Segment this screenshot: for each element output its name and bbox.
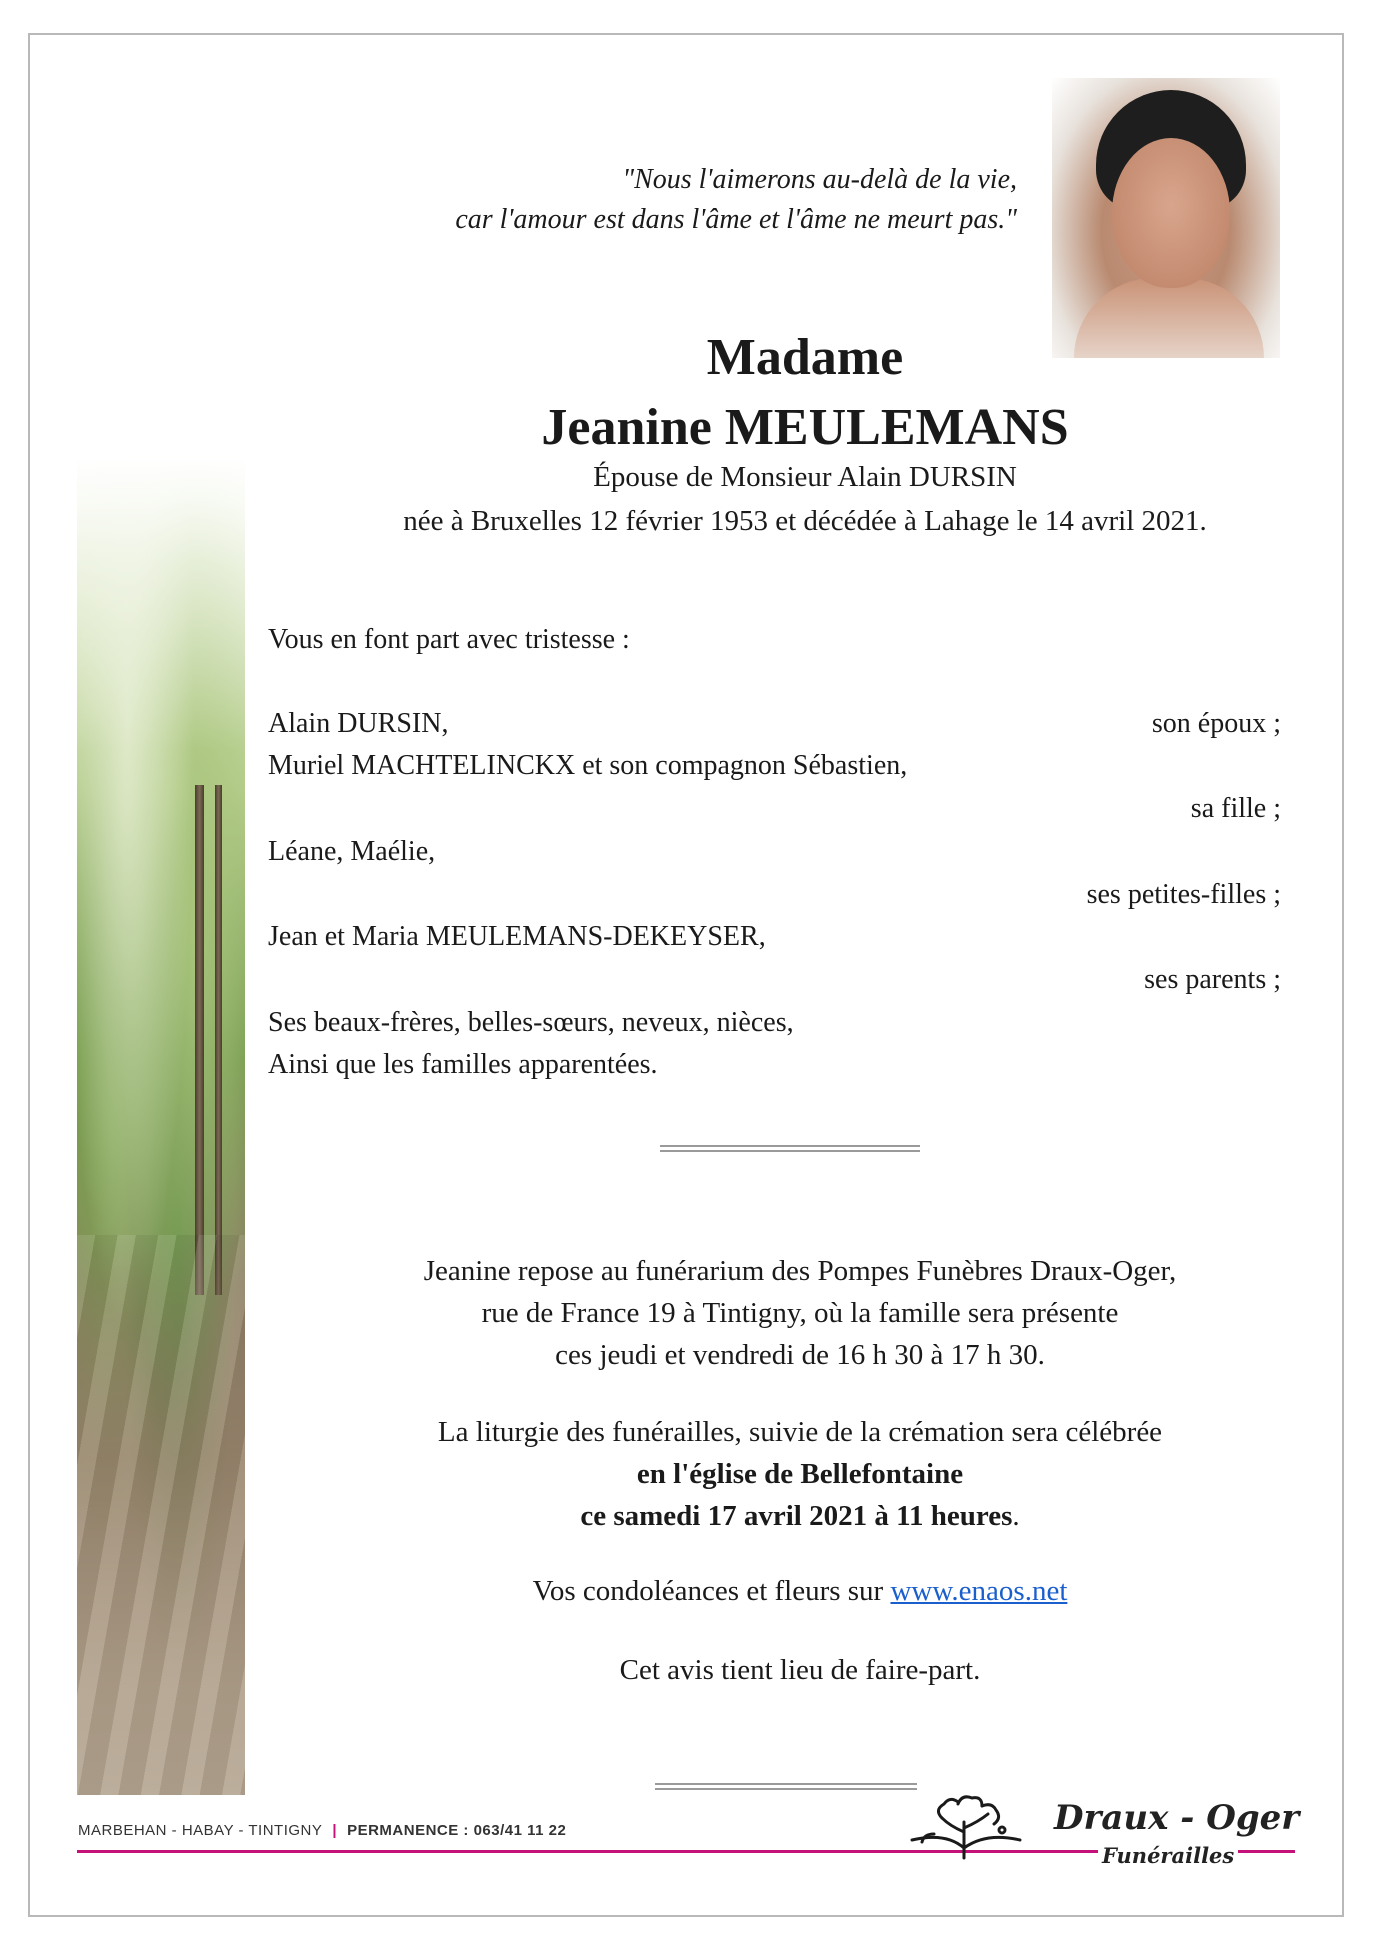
tree-logo-icon [906,1788,1026,1860]
condolences-text: Vos condoléances et fleurs sur [532,1575,891,1607]
forest-path [77,1235,245,1795]
deceased-name: Jeanine MEULEMANS [541,399,1069,456]
tree-trunk [215,785,222,1295]
footer-locations: MARBEHAN - HABAY - TINTIGNY [78,1822,323,1839]
visitation-line: Jeanine repose au funérarium des Pompes Funèbres Draux-Oger, [423,1255,1177,1287]
visitation-line: ces jeudi et vendredi de 16 h 30 à 17 h 30. [555,1339,1045,1371]
closing-note: Cet avis tient lieu de faire-part. [619,1654,981,1686]
quote-line: car l'amour est dans l'âme et l'âme ne meurt pas." [455,204,1017,235]
funeral-time-period: . [1012,1500,1020,1532]
related-families: Ainsi que les familles apparentées. [268,1049,658,1080]
funeral-details [270,1411,1330,1537]
epitaph-quote [455,160,1017,240]
liturgy-line: La liturgie des funérailles, suivie de la crémation sera célébrée [437,1416,1163,1448]
tree-trunk [195,785,204,1295]
family-member-name: Jean et Maria MEULEMANS-DEKEYSER, [268,921,766,952]
deceased-dates: née à Bruxelles 12 février 1953 et décédée à Lahage le 14 avril 2021. [403,505,1207,537]
extended-family: Ses beaux-frères, belles-sœurs, neveux, nièces, [268,1007,794,1038]
family-member-relation: sa fille ; [1190,793,1281,824]
announcement-intro: Vous en font part avec tristesse : [268,624,630,655]
funeral-place: en l'église de Bellefontaine [636,1458,964,1490]
visitation-details [270,1250,1330,1376]
family-member-name: Léane, Maélie, [268,836,436,867]
brand-subtitle: Funérailles [1098,1843,1238,1868]
funeral-time: ce samedi 17 avril 2021 à 11 heures [580,1500,1013,1532]
family-member-relation: ses petites-filles ; [1086,879,1281,910]
footer-separator: | [332,1822,338,1839]
family-member-relation: ses parents ; [1144,964,1281,995]
family-member-name: Muriel MACHTELINCKX et son compagnon Sébastien, [268,750,908,781]
visitation-line: rue de France 19 à Tintigny, où la famille sera présente [481,1297,1119,1329]
divider [655,1783,917,1790]
forest-path-image [77,455,245,1795]
family-member-name: Alain DURSIN, [268,708,449,739]
portrait-face [1112,138,1230,288]
footer-permanence: PERMANENCE : 063/41 11 22 [347,1822,567,1839]
brand-name: Draux - Oger [1054,1798,1300,1838]
divider [660,1145,920,1152]
deceased-spouse: Épouse de Monsieur Alain DURSIN [593,461,1017,493]
condolences-link[interactable]: www.enaos.net [890,1575,1068,1607]
portrait-photo [1052,78,1280,358]
quote-line: "Nous l'aimerons au-delà de la vie, [622,164,1017,195]
condolences-line [270,1570,1330,1612]
footer-contact [78,1822,566,1839]
deceased-title: Madame [706,329,904,386]
family-member-relation: son époux ; [1151,708,1281,739]
funeral-time-line [270,1495,1330,1537]
